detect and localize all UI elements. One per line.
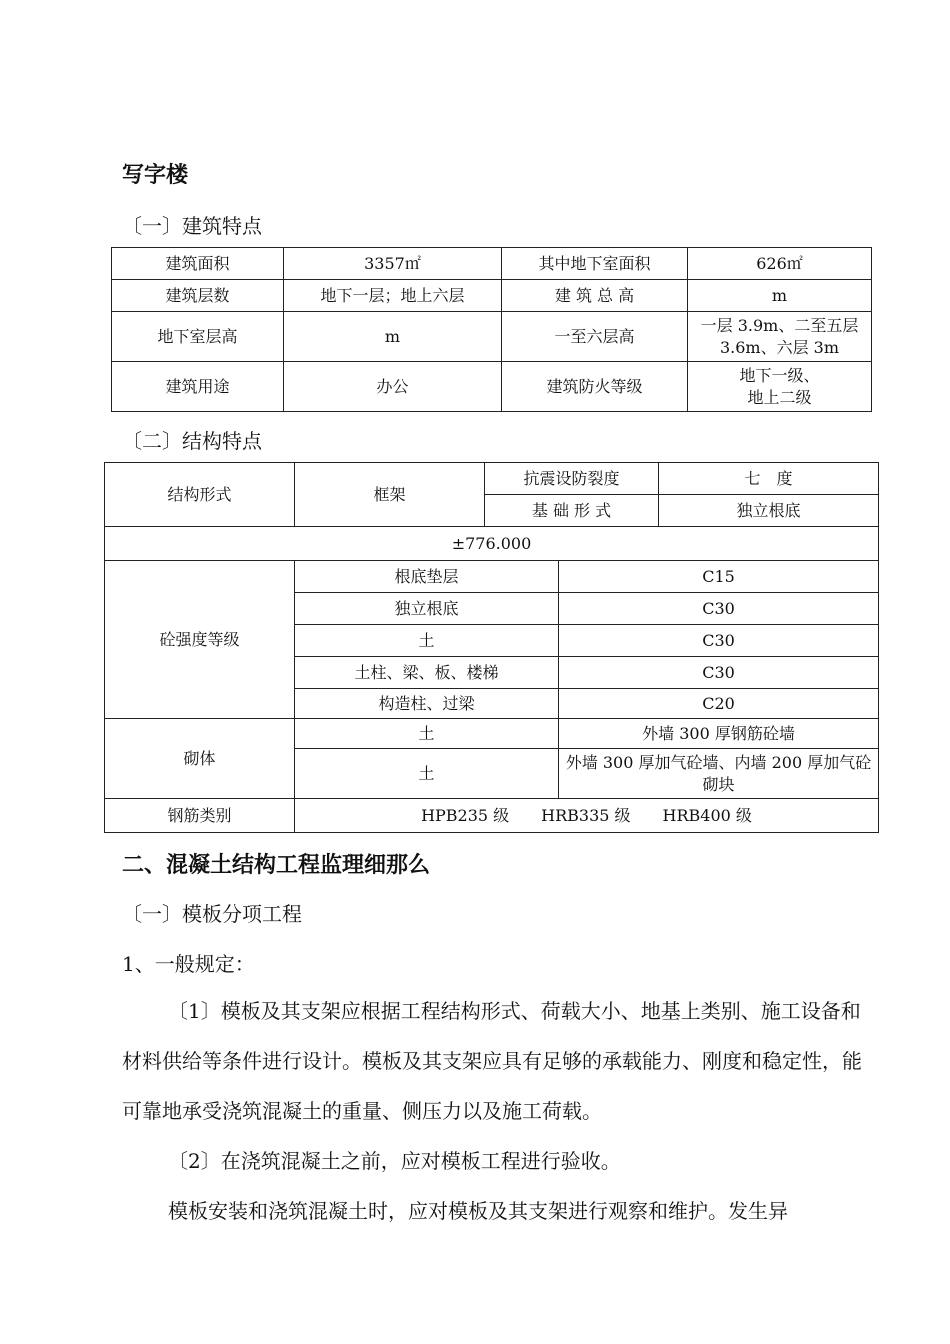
table-row [105, 527, 879, 561]
section-building-features: 〔一〕建筑特点 [122, 214, 262, 238]
table-cell: 一至六层高 [502, 312, 688, 362]
foundation-value: 独立根底 [659, 495, 879, 527]
table-row [105, 561, 879, 593]
subsection-title: 〔一〕模板分项工程 [122, 902, 302, 926]
table-cell: 外墙 300 厚加气砼墙、内墙 200 厚加气砼砌块 [559, 749, 879, 799]
building-features-table [111, 247, 872, 412]
table-cell: 地下一级、 地上二级 [688, 362, 872, 412]
rebar-label: 钢筋类别 [105, 799, 295, 833]
masonry-label: 砌体 [105, 719, 295, 799]
table-cell: 其中地下室面积 [502, 248, 688, 280]
foundation-label: 基 础 形 式 [485, 495, 659, 527]
table-cell: 建筑防火等级 [502, 362, 688, 412]
page-title: 写字楼 [122, 162, 189, 188]
elevation-cell: ±776.000 [105, 527, 879, 561]
table-cell: 土 [295, 719, 559, 749]
table-cell: 建筑层数 [112, 280, 284, 312]
table-cell: 构造柱、过梁 [295, 689, 559, 719]
table-row [112, 248, 872, 280]
structure-form-value: 框架 [295, 463, 485, 527]
table-cell: 地下室层高 [112, 312, 284, 362]
table-cell: C30 [559, 593, 879, 625]
concrete-grade-label: 砼强度等级 [105, 561, 295, 719]
table-row [105, 719, 879, 749]
table-cell: 办公 [284, 362, 502, 412]
table-row [105, 799, 879, 833]
paragraph: 〔2〕在浇筑混凝土之前，应对模板工程进行验收。 [168, 1149, 621, 1173]
seismic-value: 七 度 [659, 463, 879, 495]
table-cell: 土 [295, 749, 559, 799]
table-row [112, 280, 872, 312]
rebar-value: HPB235 级 HRB335 级 HRB400 级 [295, 799, 879, 833]
table-cell: 建筑用途 [112, 362, 284, 412]
paragraph: 〔1〕模板及其支架应根据工程结构形式、荷载大小、地基上类别、施工设备和材料供给等条件进行设计。模板及其支架应具有足够的承载能力、刚度和稳定性，能可靠地承受浇筑混凝土的重量、侧压力以及施工荷载。 [122, 999, 862, 1123]
table-cell: 外墙 300 厚钢筋砼墙 [559, 719, 879, 749]
seismic-label: 抗震设防裂度 [485, 463, 659, 495]
table-cell: 626㎡ [688, 248, 872, 280]
table-cell: C30 [559, 625, 879, 657]
table-cell: C30 [559, 657, 879, 689]
chapter-title: 二、混凝土结构工程监理细那么 [122, 852, 431, 878]
paragraph: 模板安装和浇筑混凝土时，应对模板及其支架进行观察和维护。发生异 [168, 1199, 788, 1223]
table-cell: 独立根底 [295, 593, 559, 625]
table-cell: C15 [559, 561, 879, 593]
section-structure-features: 〔二〕结构特点 [122, 429, 262, 453]
table-row [112, 362, 872, 412]
table-cell: C20 [559, 689, 879, 719]
structure-form-label: 结构形式 [105, 463, 295, 527]
table-cell: 建 筑 总 高 [502, 280, 688, 312]
table-row [105, 463, 879, 495]
table-cell: 建筑面积 [112, 248, 284, 280]
table-cell: 根底垫层 [295, 561, 559, 593]
table-cell: m [688, 280, 872, 312]
item-title: 1、一般规定： [122, 952, 255, 976]
table-cell: 土柱、梁、板、楼梯 [295, 657, 559, 689]
table-cell: 一层 3.9m、二至五层 3.6m、六层 3m [688, 312, 872, 362]
table-cell: 地下一层；地上六层 [284, 280, 502, 312]
structure-features-table [104, 462, 879, 833]
table-row [112, 312, 872, 362]
table-cell: 土 [295, 625, 559, 657]
table-cell: 3357㎡ [284, 248, 502, 280]
table-cell: m [284, 312, 502, 362]
